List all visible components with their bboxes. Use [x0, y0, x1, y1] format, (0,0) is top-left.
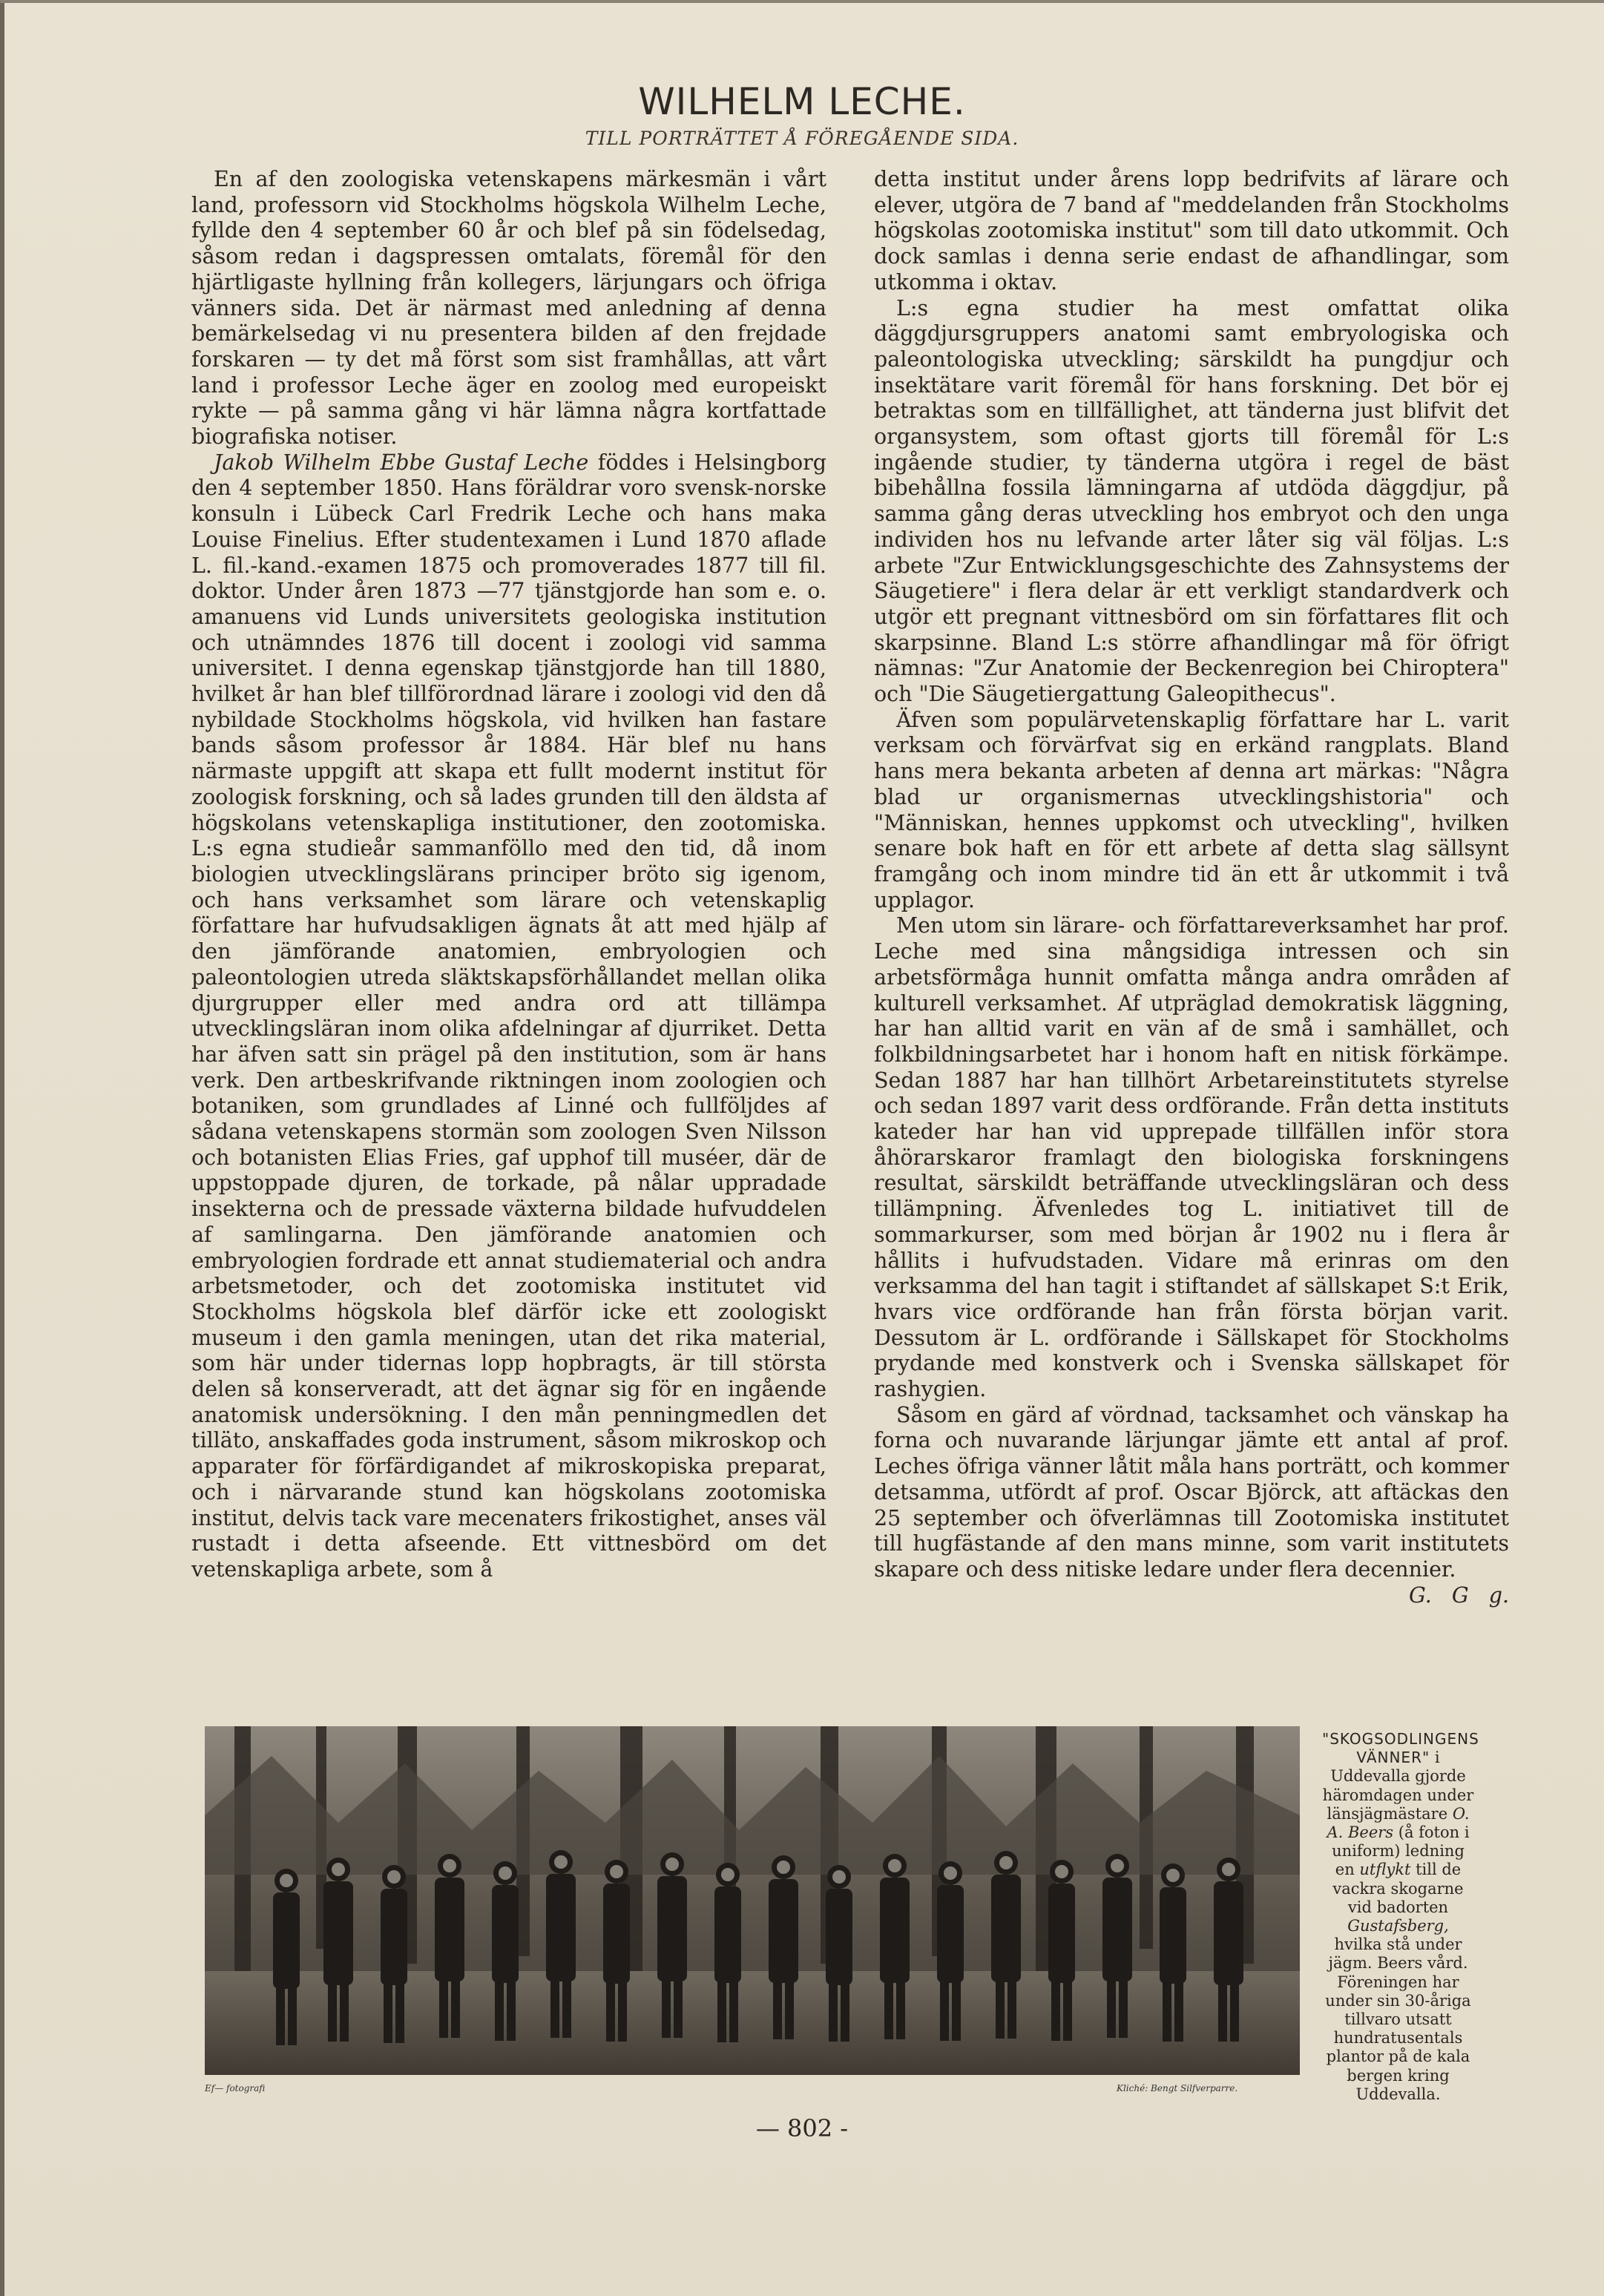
paragraph-biography — [191, 450, 826, 1583]
left-text-column — [191, 167, 826, 1583]
article-title: WILHELM LECHE. — [638, 80, 966, 123]
caption-place: Gustafsberg, — [1347, 1917, 1449, 1935]
paragraph-culture: Men utom sin lärare- och författareverksamhet har prof. Leche med sina mångsidiga intressen och sin arbetsförmåga hunnit omfatta många andra områden af kulturell verksamhet. Af utpräglad demokratisk läggning, har han alltid varit en vän af de små i samhället, och folkbildningsarbetet har i honom haft en nitisk förkämpe. Sedan 1887 har han tillhört Arbetareinstitutets styrelse och sedan 1897 varit dess ordförande. Från detta instituts kateder har han vid upprepade tillfällen inför stora åhörarskaror framlagt den biologiska forskningens resultat, särskildt beträffande utvecklingsläran och dess tillämpning. Äfvenledes tog L. initiativet till de sommarkurser, som med början år 1902 nu i flera år hållits i hufvudstaden. Vidare må erinras om den verksamma del han tagit i stiftandet af sällskapet S:t Erik, hvars vice ordförande han från första början varit. Dessutom är L. ordförande i Sällskapet för Stockholms prydande med konstverk och i Svenska sällskapet för rashygien. — [874, 913, 1509, 1402]
photo-caption — [1322, 1730, 1479, 2104]
paragraph-intro: En af den zoologiska vetenskapens märkesmän i vårt land, professorn vid Stockholms högskola Wilhelm Leche, fyllde den 4 september 60 år och blef på sin födelsedag, såsom redan i dagspressen omtalats, föremål för den hjärtligaste hyllning från kollegers, lärjungars och öfriga vänners sida. Det är närmast med anledning af denna bemärkelsedag vi nu presentera bilden af den frejdade forskaren — ty det må först som sist framhållas, att vårt land i professor Leche äger en zoolog med europeiskt rykte — på samma gång vi här lämna några kortfattade biografiska notiser. — [191, 167, 826, 450]
caption-word: utflykt — [1359, 1861, 1411, 1879]
page-top-edge — [0, 0, 1604, 3]
photo-illustration — [205, 1726, 1300, 2075]
page-number: — 802 - — [755, 2114, 849, 2142]
full-name: Jakob Wilhelm Ebbe Gustaf Leche — [214, 450, 589, 475]
group-photo — [205, 1726, 1300, 2075]
caption-text-3: till de vackra skogarne vid badorten — [1332, 1861, 1464, 1916]
photo-credit-right: Kliché: Bengt Silfverparre. — [1117, 2083, 1238, 2093]
right-text-column — [874, 167, 1509, 1608]
caption-heading: "SKOGSODLINGENS VÄNNER" — [1322, 1730, 1479, 1767]
signature: G. G g. — [1409, 1582, 1509, 1608]
caption-name: O. A. Beers — [1327, 1804, 1470, 1842]
paragraph-portrait — [874, 1402, 1509, 1608]
caption-text-1: i Uddevalla gjorde häromdagen under länsjägmästare — [1322, 1749, 1474, 1823]
article-subtitle: TILL PORTRÄTTET Å FÖREGÅENDE SIDA. — [585, 128, 1019, 149]
paragraph-studies: L:s egna studier ha mest omfattat olika däggdjursgruppers anatomi samt embryologiska och paleontologiska utveckling; särskildt ha pungdjur och insektätare varit föremål för hans forskning. Det bör ej betraktas som en tillfällighet, att tänderna just blifvit det organsystem, som oftast gjorts till föremål för L:s ingående studier, ty tänderna utgöra i regel de bäst bibehållna fossila lämningarna af utdöda däggdjur, på samma gång deras utveckling hos embryot och den unga individen hos nu lefvande arter låter sig väl följas. L:s arbete "Zur Entwicklungsgeschichte des Zahnsystems der Säugetiere" i flera delar är ett verkligt standardverk och utgör ett pregnant vittnesbörd om sin författares flit och skarpsinne. Bland L:s större afhandlingar må för öfrigt nämnas: "Zur Anatomie der Beckenregion bei Chiroptera" och "Die Säugetiergattung Galeopithecus". — [874, 295, 1509, 707]
photo-credit-left: Ef— fotografi — [205, 2083, 266, 2093]
paragraph-institute: detta institut under årens lopp bedrifvits af lärare och elever, utgöra de 7 band af "meddelanden från Stockholms högskolas zootomiska institut" som till dato utkommit. Och dock samlas i denna serie endast de afhandlingar, som utkomma i oktav. — [874, 167, 1509, 295]
paragraph-popular-science: Äfven som populärvetenskaplig författare har L. varit verksam och förvärfvat sig en erkänd rangplats. Bland hans mera bekanta arbeten af denna art märkas: "Några blad ur organismernas utvecklingshistoria" och "Människan, hennes uppkomst och utveckling", hvilken senare bok haft en för ett arbete af detta slag sällsynt framgång och inom mindre tid än ett år utkommit i två upplagor. — [874, 707, 1509, 912]
caption-text-2: (å foton i uniform) ledning en — [1332, 1823, 1470, 1879]
biography-text: föddes i Helsingborg den 4 september 1850. Hans föräldrar voro svensk-norske konsuln i Lübeck Carl Fredrik Leche och hans maka Louise Finelius. Efter studentexamen i Lund 1870 aflade L. fil.-kand.-examen 1875 och promoverades 1877 till fil. doktor. Under åren 1873 —77 tjänstgjorde han som e. o. amanuens vid Lunds universitets geologiska institution och utnämndes 1876 till docent i zoologi vid samma universitet. I denna egenskap tjänstgjorde han till 1880, hvilket år han blef tillförordnad lärare i zoologi vid den då nybildade Stockholms högskola, vid hvilken han fastare bands såsom professor år 1884. Här blef nu hans närmaste uppgift att skapa ett fullt modernt institut för zoologisk forskning, och så lades grunden till den äldsta af högskolans vetenskapliga institutioner, den zootomiska. L:s egna studieår sammanföllo med den tid, då inom biologien utvecklingslärans principer bröto sig igenom, och hans verksamhet som lärare och vetenskaplig författare har hufvudsakligen ägnats åt att med hjälp af den jämförande anatomien, embryologien och paleontologien utreda släktskapsförhållandet mellan olika djurgrupper eller med andra ord att tillämpa utvecklingsläran inom olika afdelningar af djurriket. Detta har äfven satt sin prägel på den institution, som är hans verk. Den artbeskrifvande riktningen inom zoologien och botaniken, som grundlades af Linné och fullföljdes af sådana vetenskapens stormän som zoologen Sven Nilsson och botanisten Elias Fries, gaf upphof till muséer, där de uppstoppade djuren, de torkade, på nålar uppradade insekterna och de pressade växterna bildade hufvuddelen af samlingarna. Den jämförande anatomien och embryologien fordrade ett annat studiematerial och andra arbetsmetoder, och det zootomiska institutet vid Stockholms högskola blef därför icke ett zoologiskt museum i den gamla meningen, utan det rika material, som här under tidernas lopp hopbragts, är till största delen så konserveradt, att det ägnar sig för en ingående anatomisk undersökning. I den mån penningmedlen det tilläto, anskaffades goda instrument, såsom mikroskop och apparater för förfärdigandet af mikroskopiska preparat, och i närvarande stund kan högskolans zootomiska institut, delvis tack vare mecenaters frikostighet, anses väl rustadt i detta afseende. Ett vittnesbörd om det vetenskapliga arbete, som å — [191, 450, 826, 1582]
page-left-edge — [0, 0, 4, 2296]
portrait-text: Såsom en gärd af vördnad, tacksamhet och vänskap ha forna och nuvarande lärjungar jämte ett antal af prof. Leches öfriga vänner låtit måla hans porträtt, och kommer detsamma, utfördt af prof. Oscar Björck, att aftäckas den 25 september och öfverlämnas till Zootomiska institutet till hugfästande af den mans minne, som varit institutets skapare och dess nitiske ledare under flera decennier. — [874, 1402, 1509, 1582]
caption-text-4: hvilka stå under jägm. Beers vård. Föreningen har under sin 30-åriga tillvaro utsatt hundratusentals plantor på de kala bergen kring Uddevalla. — [1325, 1935, 1471, 2103]
